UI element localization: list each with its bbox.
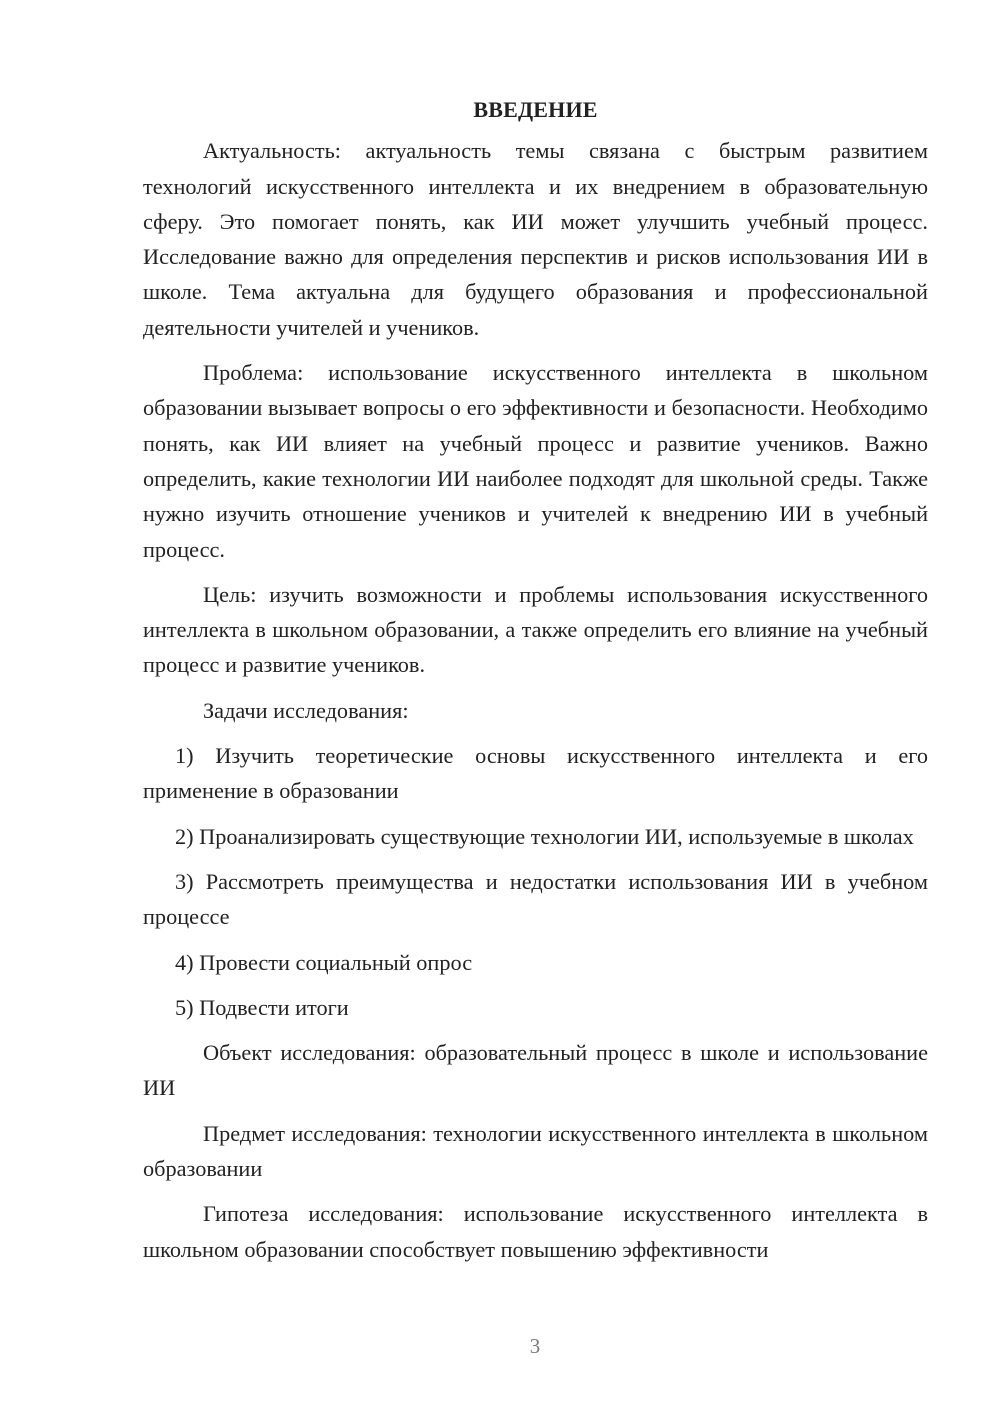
task-item: 1) Изучить теоретические основы искусственного интеллекта и его применение в образовании — [143, 743, 928, 804]
page-content — [143, 92, 928, 1277]
tasks-heading: Задачи исследования: — [203, 697, 409, 723]
paragraph-relevance: Актуальность: актуальность темы связана с быстрым развитием технологий искусственного интеллекта и их внедрением в образовательную сферу. Это помогает понять, как ИИ может улучшить учебный процесс. Исследование важно для определения перспектив и рисков использования ИИ в школе. Тема актуальна для будущего образования и профессиональной деятельности учителей и учеников. — [143, 138, 928, 340]
task-item: 5) Подвести итоги — [175, 994, 349, 1020]
task-item: 4) Провести социальный опрос — [175, 949, 473, 975]
task-item: 2) Проанализировать существующие технологии ИИ, используемые в школах — [175, 823, 914, 849]
paragraph-goal: Цель: изучить возможности и проблемы использования искусственного интеллекта в школьном образовании, а также определить его влияние на учебный процесс и развитие учеников. — [143, 581, 928, 678]
paragraph-hypothesis: Гипотеза исследования: использование искусственного интеллекта в школьном образовании способствует повышению эффективности — [143, 1201, 928, 1262]
task-item: 3) Рассмотреть преимущества и недостатки использования ИИ в учебном процессе — [143, 868, 928, 930]
paragraph-subject: Предмет исследования: технологии искусственного интеллекта в школьном образовании — [143, 1120, 928, 1182]
paragraph-problem: Проблема: использование искусственного интеллекта в школьном образовании вызывает вопросы о его эффективности и безопасности. Необходимо понять, как ИИ влияет на учебный процесс и развитие учеников. Важно определить, какие технологии ИИ наиболее подходят для школьной среды. Также нужно изучить отношение учеников и учителей к внедрению ИИ в учебный процесс. — [143, 360, 928, 562]
page-title: ВВЕДЕНИЕ — [473, 97, 598, 122]
paragraph-object: Объект исследования: образовательный процесс в школе и использование ИИ — [143, 1040, 928, 1101]
page-number: 3 — [529, 1334, 541, 1358]
